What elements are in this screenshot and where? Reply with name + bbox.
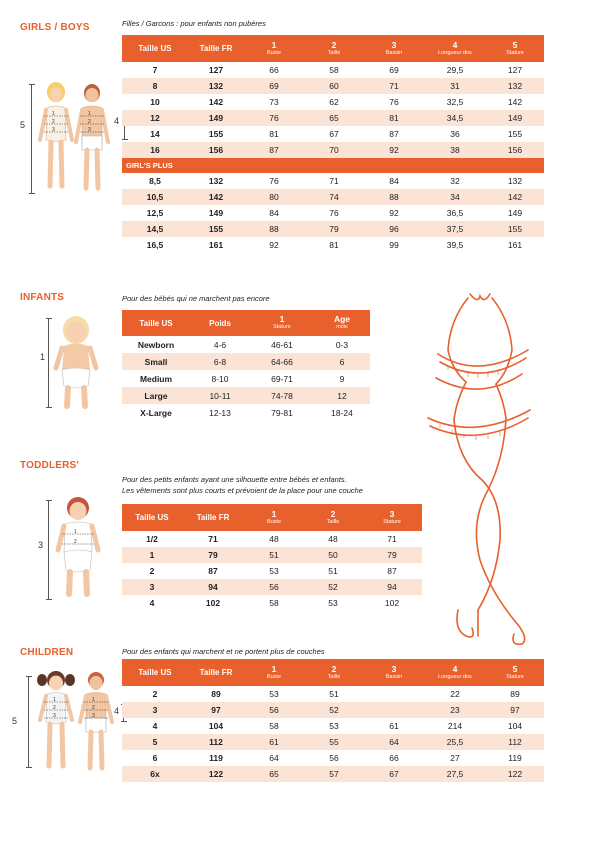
table-cell: 67	[329, 129, 339, 139]
toddlers-subtitle-1: Pour des petits enfants ayant une silhouette entre bébés et enfants.	[122, 475, 347, 484]
table-cell: 71	[208, 534, 218, 544]
table-row	[122, 237, 544, 253]
table-cell: 58	[269, 721, 279, 731]
toddler-stature-label: 3	[38, 540, 44, 550]
table-cell: 6	[314, 353, 370, 370]
table-cell: 119	[508, 753, 522, 763]
header-buste: 1 Buste	[244, 35, 304, 62]
table-cell: 3	[122, 702, 188, 718]
table-cell: 6x	[122, 766, 188, 782]
table-cell: Medium	[139, 373, 173, 384]
table-cell: 81	[364, 110, 424, 126]
mark-2: 2	[92, 705, 95, 711]
table-cell: 79	[304, 221, 364, 237]
table-cell: 53	[328, 598, 338, 608]
header-bassin: 3 Bassin	[364, 35, 424, 62]
table-cell: 3	[122, 579, 182, 595]
header-taille-us: Taille US	[122, 659, 188, 686]
infant-figure-illustration	[54, 314, 100, 410]
mark-1: 1	[88, 111, 91, 117]
table-cell: 67	[364, 766, 424, 782]
table-cell: 62	[329, 97, 339, 107]
header-taille: 2 Taille	[304, 35, 364, 62]
table-cell: 155	[208, 129, 224, 139]
header-stature: 3 Stature	[362, 504, 422, 531]
table-cell: 79-81	[271, 407, 293, 418]
mark-3: 3	[53, 713, 56, 719]
table-cell: 36,5	[446, 208, 464, 218]
table-cell: 84	[269, 208, 279, 218]
table-cell: 92	[364, 142, 424, 158]
table-row	[122, 189, 544, 205]
table-cell: 69	[244, 78, 304, 94]
girls-plus-label: GIRL'S PLUS	[122, 158, 544, 173]
table-cell: 46-61	[271, 339, 293, 350]
table-cell: 73	[269, 97, 279, 107]
table-cell: 0-3	[335, 339, 349, 350]
table-cell: 112	[486, 734, 544, 750]
table-cell: 66	[389, 753, 399, 763]
infant-stature-label: 1	[40, 352, 46, 362]
header-stature: 5 Stature	[486, 35, 544, 62]
table-cell: 6	[152, 753, 158, 763]
table-cell: 18-24	[331, 407, 353, 418]
toddlers-rows	[122, 531, 422, 611]
toddlers-title: TODDLERS'	[20, 460, 79, 471]
table-cell: 127	[208, 65, 224, 75]
table-cell: 87	[208, 566, 218, 576]
table-row	[122, 387, 370, 404]
table-cell: 69-71	[271, 373, 293, 384]
table-cell: 149	[188, 110, 244, 126]
table-cell: 161	[208, 240, 224, 250]
table-cell: 51	[244, 547, 304, 563]
table-cell: 94	[182, 579, 244, 595]
children-subtitle: Pour des enfants qui marchent et ne portent plus de couches	[122, 647, 325, 656]
table-cell: 61	[244, 734, 304, 750]
table-cell: 25,5	[424, 734, 486, 750]
table-cell: 122	[188, 766, 244, 782]
table-cell: 156	[188, 142, 244, 158]
header-taille-us: Taille US	[122, 310, 190, 336]
table-row	[122, 702, 544, 718]
children-size-table	[122, 659, 544, 782]
table-cell: 112	[188, 734, 244, 750]
table-cell: 142	[208, 97, 224, 107]
table-cell: 7	[152, 65, 158, 75]
mark-3: 3	[52, 127, 55, 133]
table-cell: 8-10	[211, 373, 229, 384]
infants-title: INFANTS	[20, 292, 65, 303]
table-cell: 88	[244, 221, 304, 237]
table-cell: 80	[244, 189, 304, 205]
table-cell: 16	[122, 142, 188, 158]
table-cell: 61	[389, 721, 399, 731]
table-cell: 34,5	[424, 110, 486, 126]
table-row	[122, 404, 370, 421]
table-cell: 27,5	[424, 766, 486, 782]
table-cell: 94	[362, 579, 422, 595]
table-cell: 76	[389, 97, 399, 107]
mark-2: 2	[88, 119, 91, 125]
table-cell: 12	[314, 387, 370, 404]
table-cell: 92	[269, 240, 279, 250]
table-cell: 65	[304, 110, 364, 126]
infants-subtitle: Pour des bébés qui ne marchent pas encore	[122, 294, 270, 303]
table-cell: 64	[269, 753, 279, 763]
child-stature-bracket	[28, 676, 29, 768]
table-cell: 39,5	[446, 240, 464, 250]
table-cell: X-Large	[140, 407, 172, 418]
table-cell: 53	[269, 566, 279, 576]
header-taille-fr: Taille FR	[182, 504, 244, 531]
table-row	[122, 336, 370, 353]
table-cell	[364, 702, 424, 718]
table-row	[122, 766, 544, 782]
table-cell: 2	[152, 689, 158, 699]
table-cell: 119	[209, 753, 223, 763]
table-cell: 64	[364, 734, 424, 750]
girls-boys-rows	[122, 62, 544, 158]
table-cell: 31	[424, 78, 486, 94]
girls-plus-rows	[122, 173, 544, 253]
table-cell: 12	[122, 110, 188, 126]
table-cell: 96	[364, 221, 424, 237]
table-cell: 53	[269, 689, 279, 699]
table-row	[122, 173, 544, 189]
mark-3: 3	[92, 713, 95, 719]
table-cell: 4-6	[213, 339, 227, 350]
table-cell: 8	[122, 78, 188, 94]
mark-2: 2	[53, 705, 56, 711]
table-cell: 87	[244, 142, 304, 158]
table-cell: 64-66	[250, 353, 314, 370]
table-row	[122, 370, 370, 387]
table-cell: 32,5	[446, 97, 464, 107]
table-cell: 10,5	[122, 189, 188, 205]
table-row	[122, 563, 422, 579]
table-cell: 161	[507, 240, 523, 250]
table-cell: 58	[329, 65, 339, 75]
table-cell: 97	[486, 702, 544, 718]
table-cell: 155	[188, 221, 244, 237]
table-row	[122, 142, 544, 158]
table-cell: 4	[149, 598, 155, 608]
child-back-length-label: 4	[114, 706, 120, 716]
toddlers-subtitle-2: Les vêtements sont plus courts et prévoient de la place pour une couche	[122, 486, 363, 495]
table-cell: 88	[364, 189, 424, 205]
table-cell: 1	[122, 547, 182, 563]
header-buste: 1 Buste	[244, 504, 304, 531]
table-cell: 149	[486, 110, 544, 126]
table-cell: 149	[507, 208, 523, 218]
table-cell: 71	[387, 534, 397, 544]
table-cell: 132	[486, 78, 544, 94]
girls-boys-title: GIRLS / BOYS	[20, 22, 90, 33]
header-poids: Poids	[190, 310, 250, 336]
table-cell: 132	[507, 176, 523, 186]
table-cell: 2	[149, 566, 155, 576]
header-longueur-dos: 4 Longueur dos	[424, 659, 486, 686]
table-cell: 9	[339, 373, 345, 384]
header-taille-fr: Taille FR	[188, 35, 244, 62]
mark-1: 1	[52, 111, 55, 117]
back-length-label: 4	[114, 116, 120, 126]
table-row	[122, 62, 544, 78]
child-stature-label: 5	[12, 716, 18, 726]
table-cell: 132	[188, 78, 244, 94]
table-cell: 97	[188, 702, 244, 718]
table-row	[122, 595, 422, 611]
table-row	[122, 547, 422, 563]
table-row	[122, 205, 544, 221]
mark-1: 1	[53, 697, 56, 703]
table-cell: 104	[208, 721, 224, 731]
table-cell: 12,5	[146, 208, 164, 218]
table-row	[122, 686, 544, 702]
table-cell: 71	[364, 78, 424, 94]
table-cell: 38	[424, 142, 486, 158]
table-cell: 55	[304, 734, 364, 750]
header-bassin: 3 Bassin	[364, 659, 424, 686]
header-taille-us: Taille US	[122, 35, 188, 62]
table-cell: 5	[122, 734, 188, 750]
table-cell: 48	[269, 534, 279, 544]
table-cell: 58	[269, 598, 279, 608]
table-row	[122, 531, 422, 547]
table-cell: 76	[269, 176, 279, 186]
mark-2: 2	[74, 539, 77, 545]
table-row	[122, 353, 370, 370]
table-cell: 34	[424, 189, 486, 205]
table-cell: 4	[152, 721, 158, 731]
table-cell: 132	[208, 176, 224, 186]
toddler-stature-bracket	[48, 500, 49, 600]
table-cell: 149	[208, 208, 224, 218]
table-cell: 76	[329, 208, 339, 218]
table-cell: Small	[122, 353, 190, 370]
table-cell: Large	[122, 387, 190, 404]
table-cell: 71	[329, 176, 339, 186]
table-cell: 84	[389, 176, 399, 186]
table-cell: 12-13	[209, 407, 231, 418]
table-row	[122, 718, 544, 734]
table-cell: 14,5	[122, 221, 188, 237]
mark-3: 3	[88, 127, 91, 133]
table-cell: 51	[329, 689, 339, 699]
table-cell: 142	[188, 189, 244, 205]
table-cell: 1/2	[146, 534, 158, 544]
table-cell: 142	[507, 97, 523, 107]
table-row	[122, 126, 544, 142]
table-cell: 142	[486, 189, 544, 205]
table-cell: 74	[304, 189, 364, 205]
toddler-figure-illustration	[54, 494, 104, 600]
header-stature: 1 Stature	[250, 310, 314, 336]
table-cell: 27	[450, 753, 460, 763]
table-cell: 16,5	[146, 240, 164, 250]
table-cell: 56	[244, 579, 304, 595]
table-cell: 81	[329, 240, 339, 250]
table-cell: 66	[269, 65, 279, 75]
header-taille: 2 Taille	[304, 504, 362, 531]
table-cell: 10-11	[190, 387, 250, 404]
table-cell: 155	[507, 129, 523, 139]
table-cell: 14	[150, 129, 160, 139]
header-longueur-dos: 4 Longueur dos	[424, 35, 486, 62]
table-cell: 74-78	[250, 387, 314, 404]
header-buste: 1 Buste	[244, 659, 304, 686]
table-cell: 50	[304, 547, 362, 563]
table-cell: 51	[328, 566, 338, 576]
girls-boys-size-table	[122, 35, 544, 253]
table-cell: 89	[510, 689, 520, 699]
children-figure-illustration	[34, 668, 118, 772]
children-rows	[122, 686, 544, 782]
toddlers-size-table	[122, 504, 422, 611]
table-row	[122, 78, 544, 94]
stature-bracket	[31, 84, 32, 194]
table-cell: 214	[447, 721, 463, 731]
table-row	[122, 94, 544, 110]
infant-stature-bracket	[48, 318, 49, 408]
table-cell: 122	[486, 766, 544, 782]
header-taille: 2 Taille	[304, 659, 364, 686]
mark-2: 2	[52, 119, 55, 125]
table-cell: 29,5	[446, 65, 464, 75]
table-cell: 155	[486, 221, 544, 237]
dress-form-illustration	[418, 290, 548, 650]
children-title: CHILDREN	[20, 647, 74, 658]
table-cell: 92	[389, 208, 399, 218]
table-cell: 56	[329, 753, 339, 763]
table-cell: 127	[507, 65, 523, 75]
table-cell: 23	[424, 702, 486, 718]
table-cell: 69	[389, 65, 399, 75]
table-cell: 102	[205, 598, 221, 608]
table-cell	[364, 686, 424, 702]
table-cell: 89	[211, 689, 221, 699]
girls-boys-subtitle: Filles / Garcons : pour enfants non pubères	[122, 19, 266, 28]
table-cell: 60	[304, 78, 364, 94]
girl-boy-figure-illustration	[36, 78, 116, 196]
table-cell: 56	[244, 702, 304, 718]
table-cell: 32	[450, 176, 460, 186]
table-cell: 22	[450, 689, 460, 699]
table-cell: 99	[389, 240, 399, 250]
table-row	[122, 734, 544, 750]
table-cell: 65	[244, 766, 304, 782]
table-cell: 57	[304, 766, 364, 782]
header-age: Age mois	[314, 310, 370, 336]
table-cell: 102	[384, 598, 400, 608]
table-cell: 87	[389, 129, 399, 139]
table-cell: 52	[304, 579, 362, 595]
table-row	[122, 579, 422, 595]
table-cell: 79	[182, 547, 244, 563]
header-taille-us: Taille US	[122, 504, 182, 531]
table-cell: 48	[328, 534, 338, 544]
table-cell: 81	[269, 129, 279, 139]
table-cell: Newborn	[137, 339, 175, 350]
table-row	[122, 110, 544, 126]
table-cell: 10	[150, 97, 160, 107]
table-row	[122, 750, 544, 766]
header-stature: 5 Stature	[486, 659, 544, 686]
table-cell: 79	[362, 547, 422, 563]
table-cell: 156	[486, 142, 544, 158]
mark-1: 1	[74, 529, 77, 535]
table-cell: 104	[507, 721, 523, 731]
header-taille-fr: Taille FR	[188, 659, 244, 686]
mark-1: 1	[92, 697, 95, 703]
infants-size-table	[122, 310, 370, 421]
table-row	[122, 221, 544, 237]
table-cell: 76	[244, 110, 304, 126]
stature-label: 5	[20, 120, 26, 130]
table-cell: 87	[387, 566, 397, 576]
table-cell: 8,5	[149, 176, 161, 186]
table-cell: 70	[304, 142, 364, 158]
table-cell: 37,5	[424, 221, 486, 237]
table-cell: 36	[450, 129, 460, 139]
table-cell: 53	[329, 721, 339, 731]
table-cell: 6-8	[190, 353, 250, 370]
table-cell: 52	[304, 702, 364, 718]
infants-rows	[122, 336, 370, 421]
